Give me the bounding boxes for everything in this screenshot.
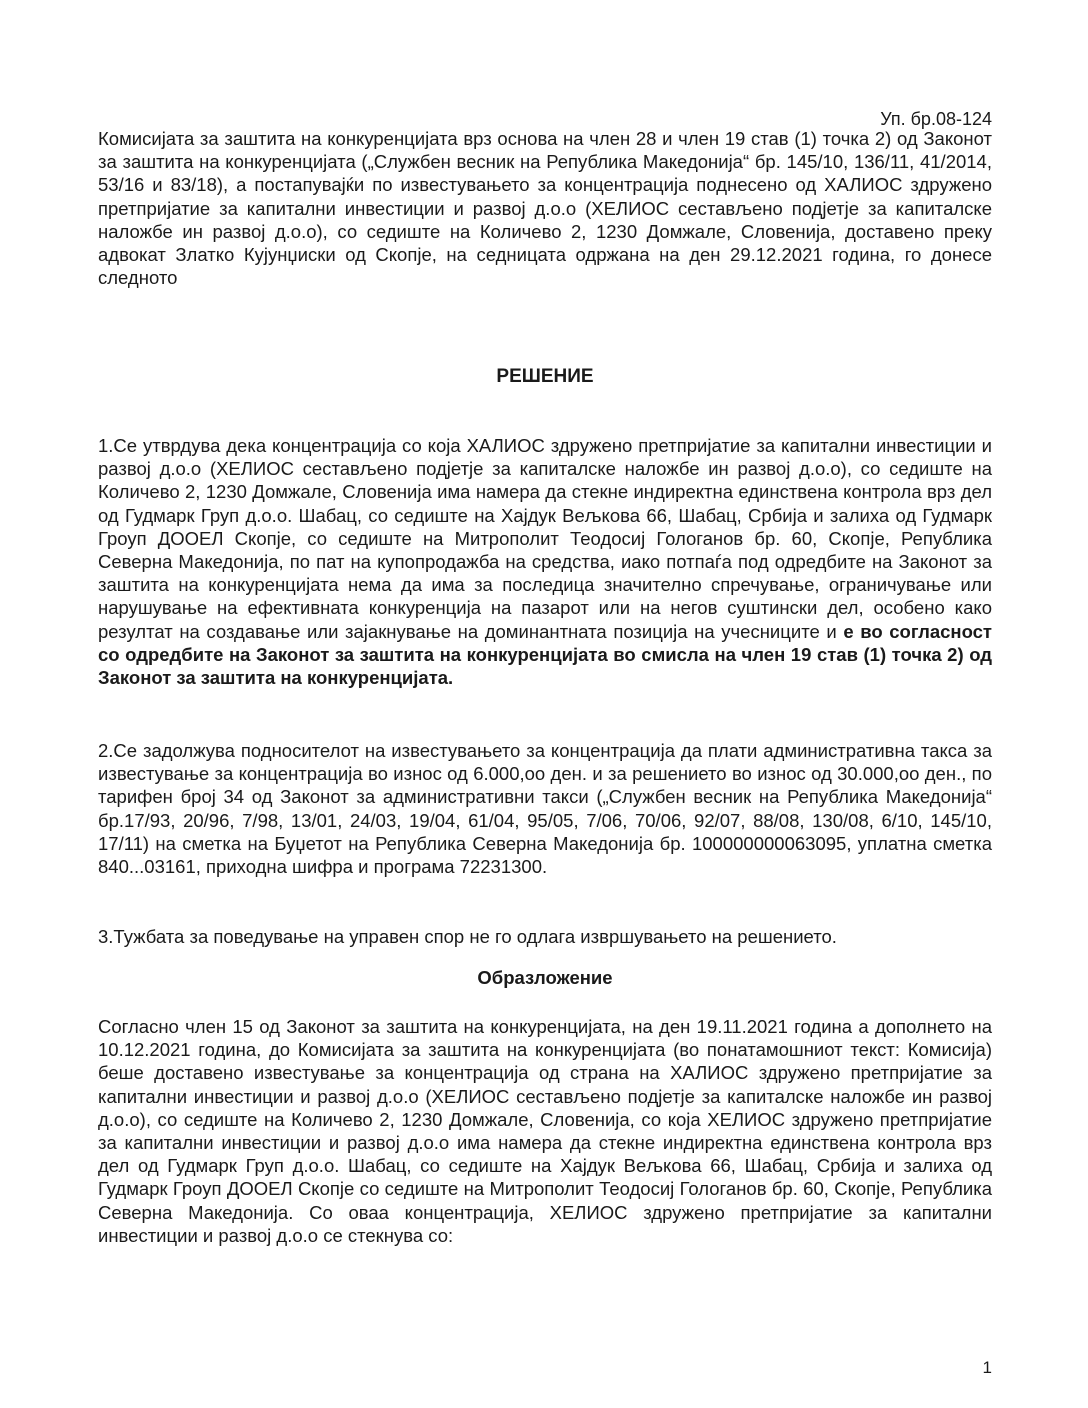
- decision-point-1: [98, 434, 992, 689]
- decision-point-1-text: 1.Се утврдува дека концентрација со која ХАЛИОС здружено претпријатие за капитални инвестиции и развој д.о.о (ХЕЛИОС сестављено подјетје за капиталске наложбе ин развој д.о.о), со седиште на Количево 2, 1230 Домжале, Словенија има намера да стекне индиректна единствена контрола врз дел од Гудмарк Груп д.о.о. Шабац, со седиште на Хајдук Вељкова 66, Шабац, Србија и залиха од Гудмарк Гроуп ДООЕЛ Скопје, со седиште на Митрополит Теодосиј Гологанов бр. 60, Скопје, Република Северна Македонија, по пат на купопродажба на средства, иако потпаѓа под одредбите на Законот за заштита на конкуренцијата нема да има за последица значително спречување, ограничување или нарушување на ефективната конкуренција на пазарот или на негов суштински дел, особено како резултат на создавање или зајакнување на доминантната позиција на учесниците и: [98, 435, 992, 642]
- decision-point-3: 3.Тужбата за поведување на управен спор не го одлага извршувањето на решението.: [98, 926, 837, 947]
- document-page: [98, 0, 992, 1408]
- decision-title: РЕШЕНИЕ: [496, 366, 594, 387]
- reasoning-paragraph: Согласно член 15 од Законот за заштита на конкуренцијата, на ден 19.11.2021 година а дополнето на 10.12.2021 година, до Комисијата за заштита на конкуренцијата (во понатамошниот текст: Комисија) беше доставено известување за концентрација од страна на ХАЛИОС здружено претпријатие за капитални инвестиции и развој д.о.о (ХЕЛИОС сестављено подјетје за капиталске наложбе ин развој д.о.о), со седиште на Количево 2, 1230 Домжале, Словенија, со која ХЕЛИОС здружено претпријатие за капитални инвестиции и развој д.о.о има намера да стекне индиректна единствена контрола врз дел од Гудмарк Груп д.о.о. Шабац, со седиште на Хајдук Вељкова 66, Шабац, Србија и залиха од Гудмарк Гроуп ДООЕЛ Скопје со седиште на Митрополит Теодосиј Гологанов бр. 60, Скопје, Република Северна Македонија. Со оваа концентрација, ХЕЛИОС здружено претпријатие за капитални инвестиции и развој д.о.о се стекнува со:: [98, 1016, 992, 1246]
- intro-paragraph: Комисијата за заштита на конкуренцијата врз основа на член 28 и член 19 став (1) точка 2) од Законот за заштита на конкуренцијата („Службен весник на Република Македонија“ бр. 145/10, 136/11, 41/2014, 53/16 и 83/18), а постапувајќи по известувањето за концентрација поднесено од ХАЛИОС здружено претпријатие за капитални инвестиции и развој д.о.о (ХЕЛИОС сестављено подјетје за капиталске наложбе ин развој д.о.о), со седиште на Количево 2, 1230 Домжале, Словенија, доставено преку адвокат Златко Кујунџиски од Скопје, на седницата одржана на ден 29.12.2021 година, го донесе следното: [98, 128, 992, 289]
- reasoning-title: Образложение: [477, 967, 613, 988]
- decision-point-2: 2.Се задолжува подносителот на известувањето за концентрација да плати административна такса за известување за концентрација во износ од 6.000,оо ден. и за решението во износ од 30.000,оо ден., по тарифен број 34 од Законот за административни такси („Службен весник на Република Македонија“ бр.17/93, 20/96, 7/98, 13/01, 24/03, 19/04, 61/04, 95/05, 7/06, 70/06, 92/07, 88/08, 130/08, 6/10, 145/10, 17/11) на сметка на Буџетот на Република Северна Македонија бр. 100000000063095, уплатна сметка 840...03161, приходна шифра и програма 72231300.: [98, 740, 992, 878]
- decision-point-1-bold: е во согласност со одредбите на Законот за заштита на конкуренцијата во смисла на член 19 став (1) точка 2) од Законот за заштита на конкуренцијата.: [98, 620, 992, 689]
- page-number: 1: [982, 1358, 992, 1377]
- case-number: Уп. бр.08-124: [880, 109, 992, 129]
